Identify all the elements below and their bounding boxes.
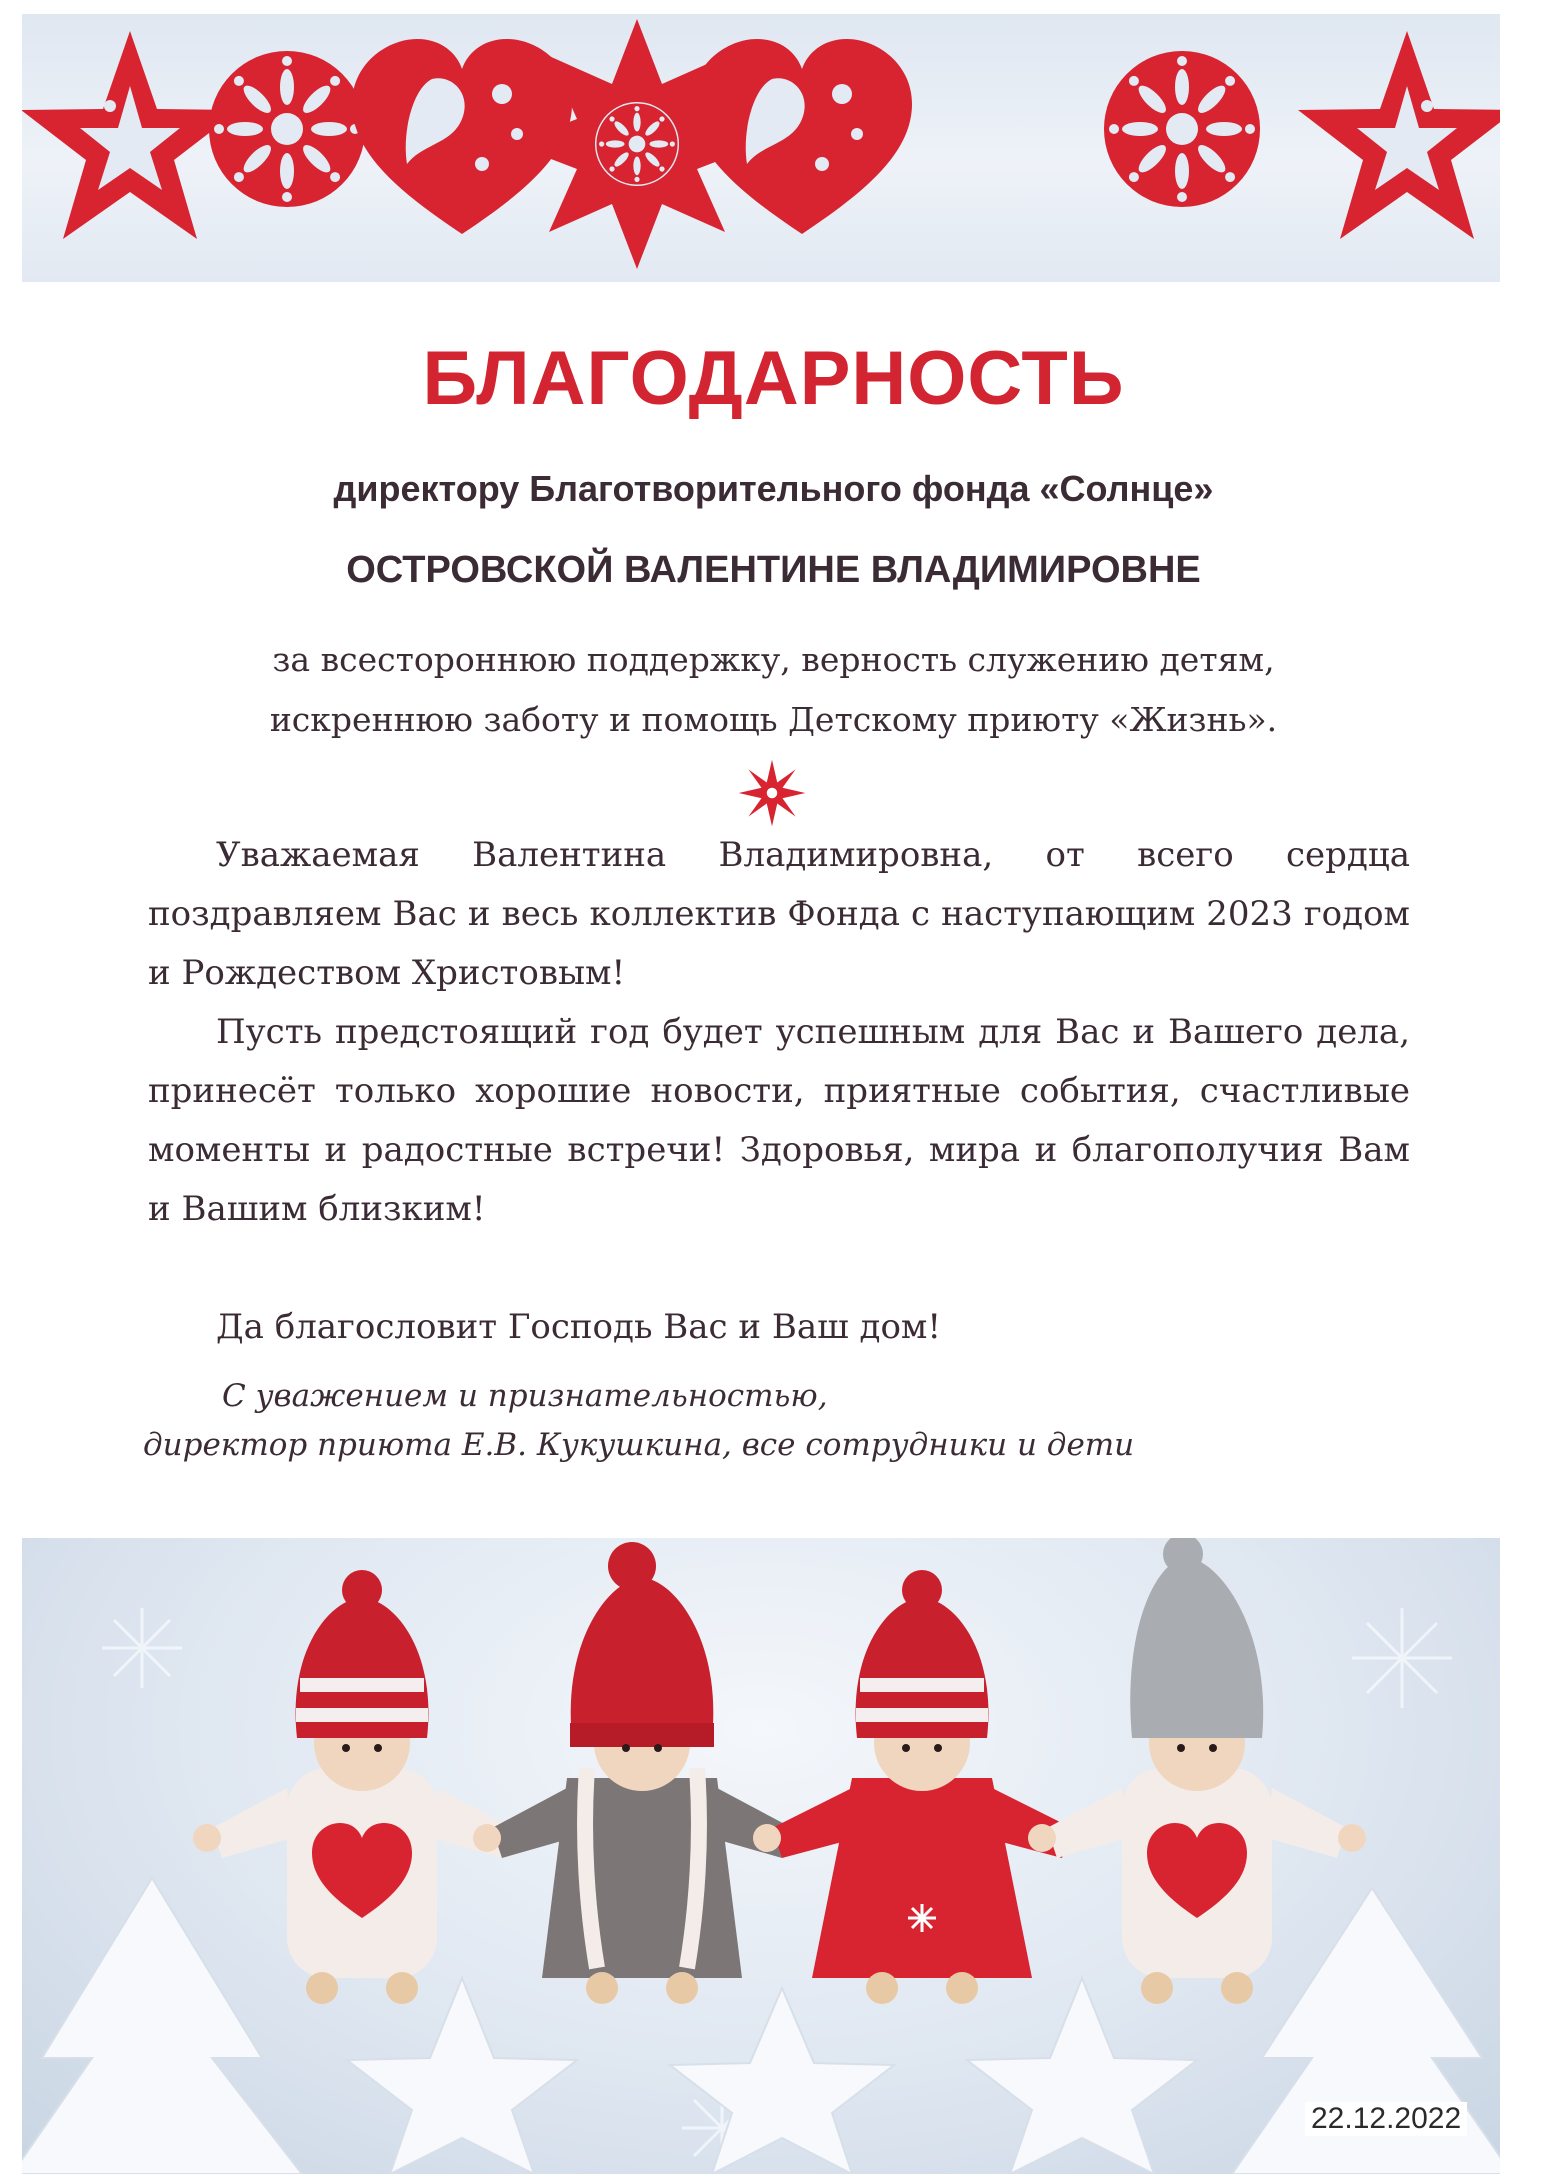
greeting-paragraph: Уважаемая Валентина Владимировна, от всего сердца поздравляем Вас и весь коллектив Фонда с наступающим 2023 годом и Рождеством Христовым!: [148, 835, 1410, 993]
top-banner: [22, 14, 1500, 282]
snowflake-divider-icon: [737, 758, 807, 828]
snowflake-ornament-1: [209, 51, 365, 207]
recipient-position: директору Благотворительного фонда «Солнце»: [333, 468, 1214, 509]
doll-2: [473, 1542, 811, 2004]
blessing-paragraph: Да благословит Господь Вас и Ваш дом!: [216, 1307, 942, 1347]
signature-line-1: С уважением и признательностью,: [222, 1378, 828, 1414]
reason-line-1: за всестороннюю поддержку, верность служению детям,: [272, 640, 1275, 679]
star-ornament-right: [1298, 31, 1500, 239]
reason-line-2: искреннюю заботу и помощь Детскому приюту «Жизнь».: [269, 700, 1278, 739]
document-date: 22.12.2022: [1305, 2102, 1467, 2136]
signature-line-2: директор приюта Е.В. Кукушкина, все сотрудники и дети: [143, 1427, 1135, 1463]
white-star-ornament-3: [967, 1978, 1197, 2174]
white-tree-ornament-left: [22, 1878, 302, 2174]
bottom-banner: [22, 1538, 1500, 2174]
wishes-paragraph: Пусть предстоящий год будет успешным для Вас и Вашего дела, принесёт только хорошие новости, приятные события, счастливые моменты и радостные встречи! Здоровья, мира и благополучия Вам и Вашим близким!: [148, 1012, 1410, 1229]
ornaments-illustration: [22, 14, 1500, 282]
star-ornament-left: [22, 31, 239, 239]
doll-3: [753, 1570, 1091, 2004]
felt-dolls-illustration: [22, 1538, 1500, 2174]
white-star-ornament-1: [347, 1978, 577, 2174]
doll-1: [193, 1570, 531, 2004]
recipient-name: ОСТРОВСКОЙ ВАЛЕНТИНЕ ВЛАДИМИРОВНЕ: [346, 549, 1201, 591]
snowflake-ornament-2: [1104, 51, 1260, 207]
doll-4: [1028, 1538, 1366, 2004]
document-title: БЛАГОДАРНОСТЬ: [422, 336, 1125, 421]
heart-ornament-right: [692, 39, 912, 234]
